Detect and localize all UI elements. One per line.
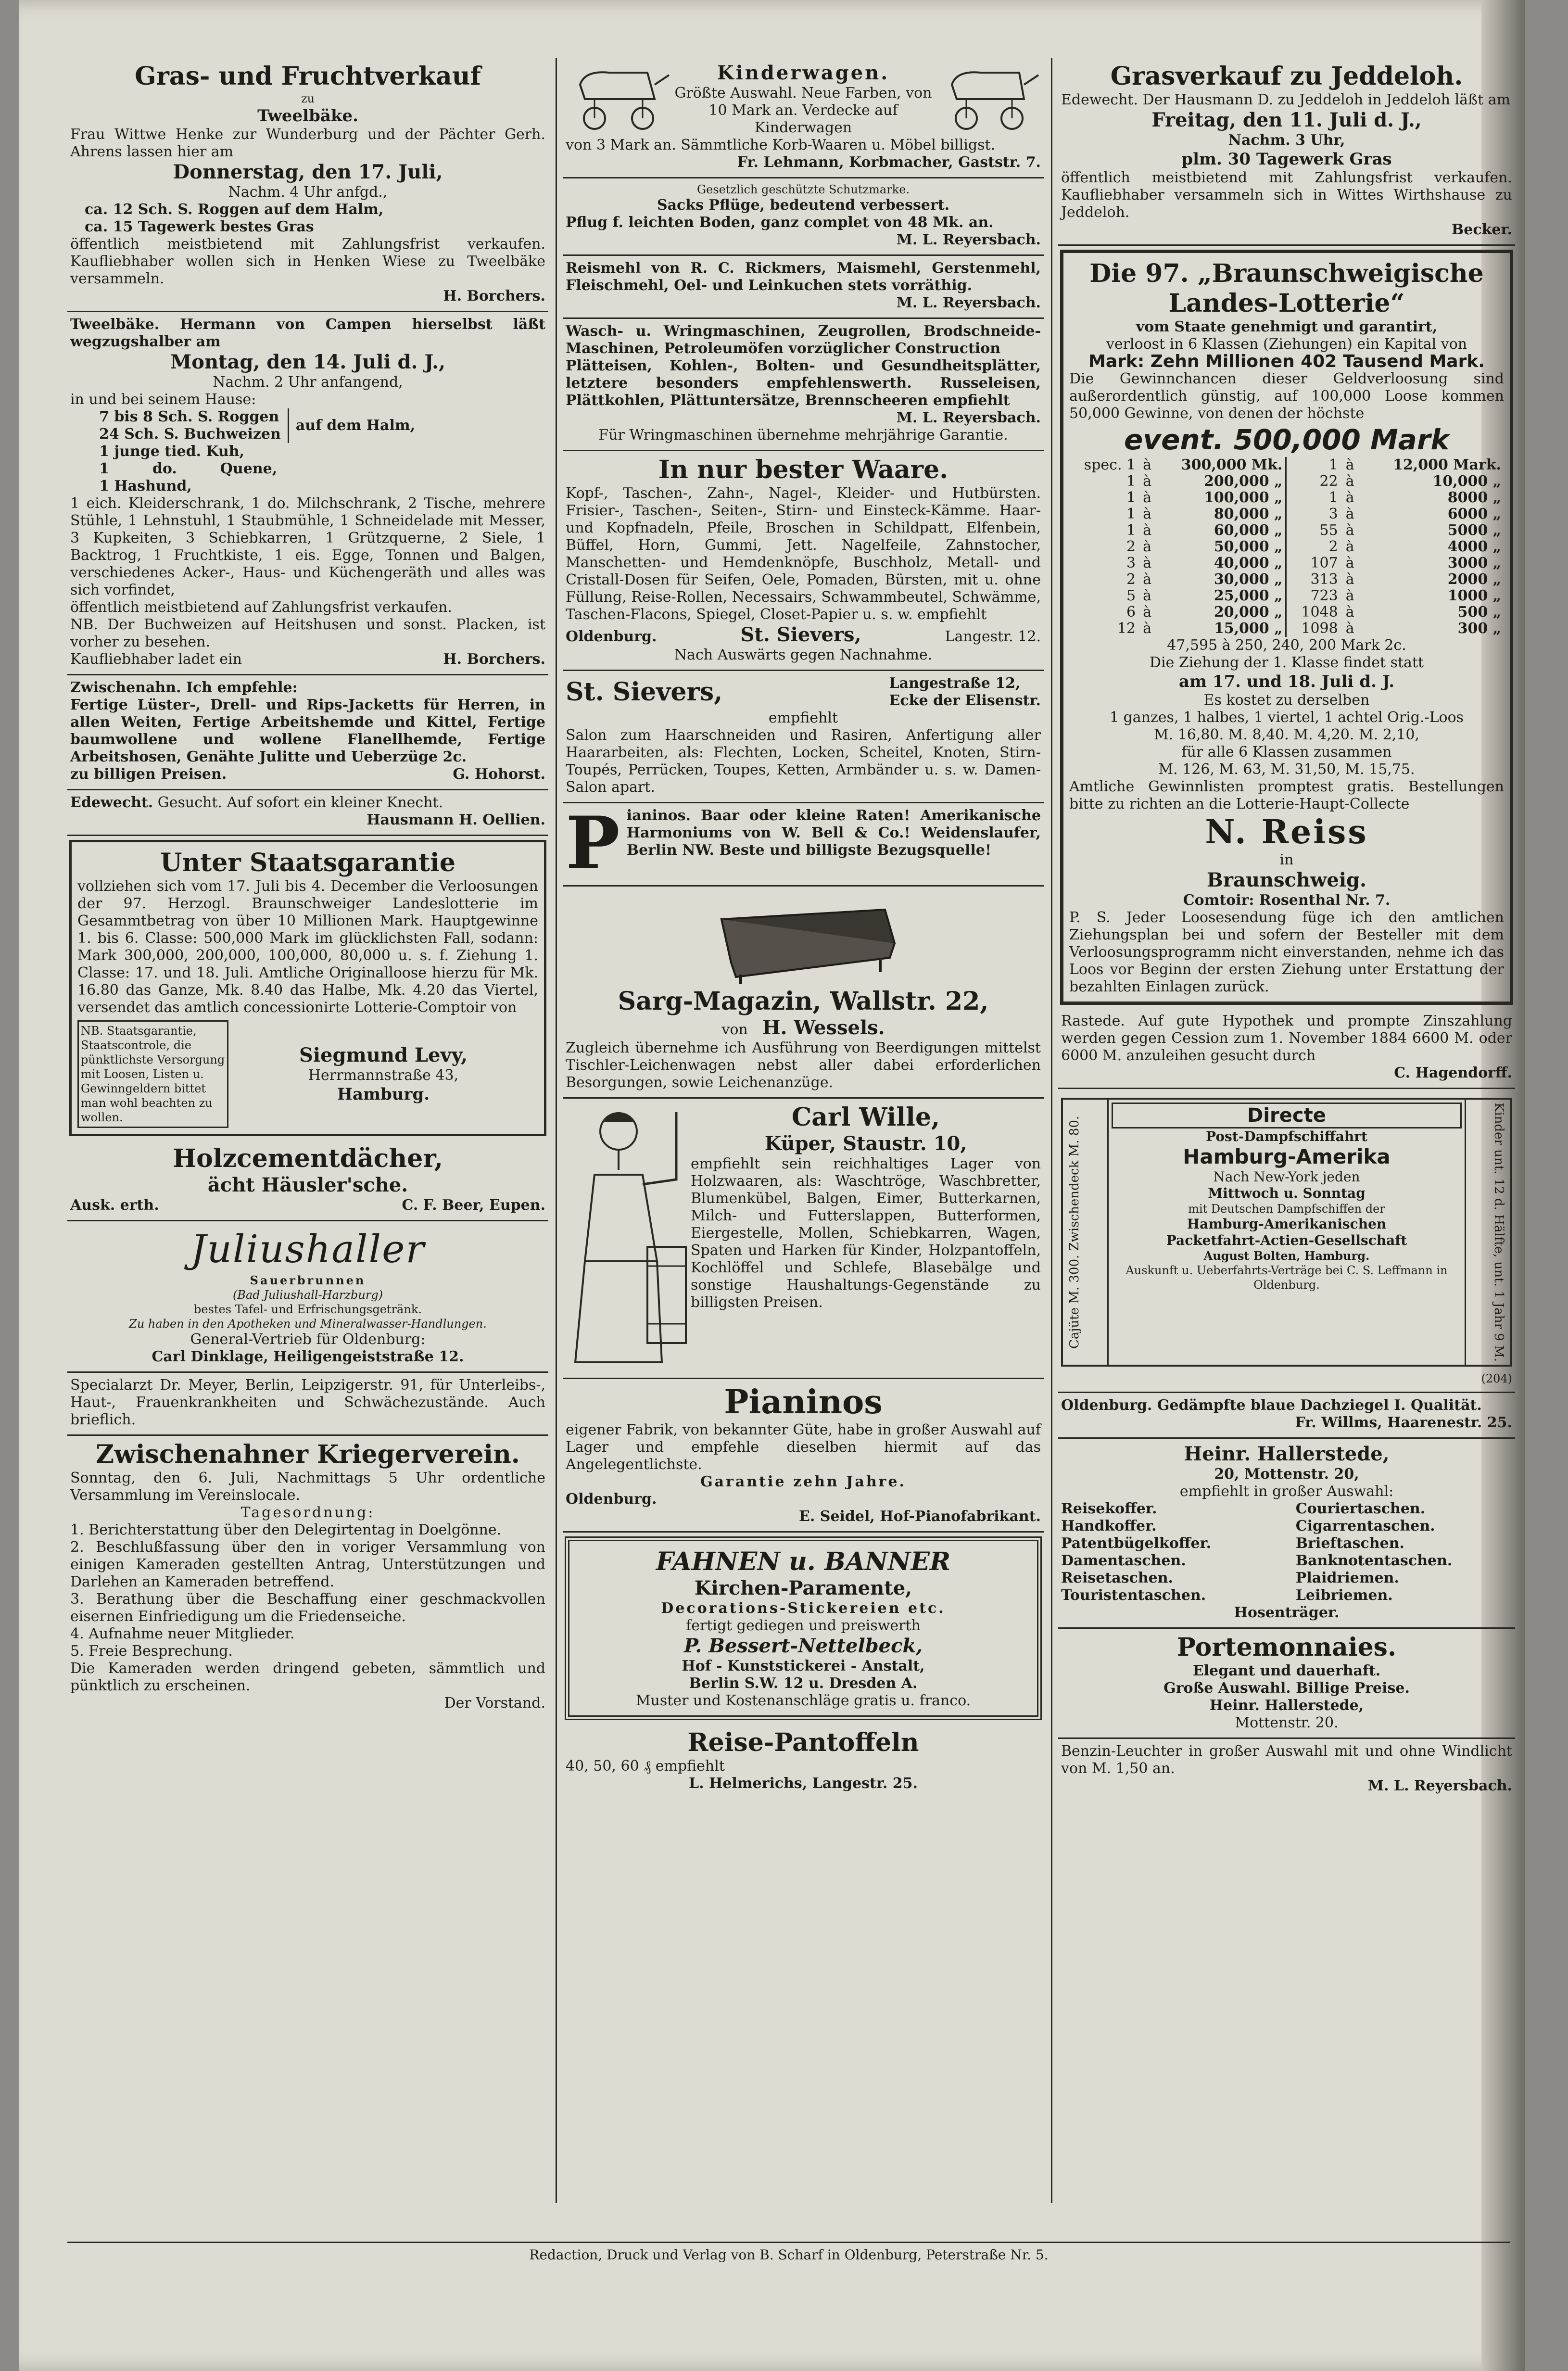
ad-hallerstede-koffer: Heinr. Hallerstede, 20, Mottenstr. 20, empfiehlt in großer Auswahl: Reisekoffer. Handkoffer. Patentbügelkoffer. Damentaschen. Reisetaschen. Touristentaschen. Couriertaschen. Cigarrentaschen. Brieftaschen. Banknotentaschen. Plaidriemen. Leibriemen. Hosenträger. [1058,1439,1515,1629]
product-item: Damentaschen. [1061,1552,1186,1570]
juliushaller-logo: Juliushaller [190,1227,425,1271]
ad-pianinos-seidel: Pianinos eigener Fabrik, von bekannter Güte, habe in großer Auswahl auf Lager und empfehle dieselben hiermit auf das Angelegentlichste. Garantie zehn Jahre. Oldenburg. E. Seidel, Hof-Pianofabrikant. [563,1379,1044,1533]
prize-row [1287,571,1504,588]
prize-cell: 107 [1310,555,1338,571]
prize-cell: 500 „ [1457,604,1501,621]
product-item: Reisetaschen. [1061,1570,1173,1587]
prize-row [1069,571,1286,588]
prize-row [1287,473,1504,490]
ad-carl-wille: Carl Wille, Küper, Staustr. 10, empfiehlt sein reichhaltiges Lager von Holzwaaren, als: Waschtröge, Waschbretter, Blumenkübel, Balgen, Eimer, Butterkarnen, Milch- und Futterslappen, Butterformen, Eiergestelle, Mollen, Schiebkarren, Wagen, Spaten und Harken für Kinder, Holzpantoffeln, Kochlöffel und Schlefe, Blasebälge und sonstige Haushaltungs-Gegenstände zu billigsten Preisen. [563,1099,1044,1379]
prize-cell: à [1143,489,1152,506]
column-middle [563,58,1044,2222]
ad-portemonnaies: Portemonnaies. Elegant und dauerhaft. Große Auswahl. Billige Preise. Heinr. Hallerstede, Mottenstr. 20. [1058,1629,1515,1739]
prize-cell: 4000 „ [1447,538,1501,555]
prize-row [1069,473,1286,490]
product-item: Patentbügelkoffer. [1061,1535,1212,1552]
ad-gras-fruchtverkauf: Gras- und Fruchtverkauf zu Tweelbäke. Frau Wittwe Henke zur Wunderburg und der Pächter Gerh. Ahrens lassen hier am Donnerstag, den 17. Juli, Nachm. 4 Uhr anfgd., ca. 12 Sch. S. Roggen auf dem Halm, ca. 15 Tagewerk bestes Gras öffentlich meistbietend mit Zahlungsfrist verkaufen. Kaufliebhaber wollen sich in Henken Wiese zu Tweelbäke versammeln. H. Borchers. [67,58,548,312]
prize-cell: 12,000 Mark. [1393,456,1501,473]
prize-cell: 723 [1310,587,1338,604]
prize-cell: 15,000 „ [1214,620,1283,637]
prize-cell: 60,000 „ [1214,522,1283,539]
prize-cell: à [1143,571,1152,588]
ad-holzcementdaecher: Holzcementdächer, ächt Häusler'sche. Ausk. erth. C. F. Beer, Eupen. [67,1140,548,1221]
prize-cell: à [1143,620,1152,637]
prize-cell: 2 [1126,571,1136,588]
ad-edewecht-knecht: Edewecht. Gesucht. Auf sofort ein kleiner Knecht. Hausmann H. Oellien. [67,790,548,836]
agenda-item: 1. Berichterstattung über den Delegirtentag in Doelgönne. [70,1521,502,1538]
prize-cell: à [1345,506,1354,522]
prize-row [1069,621,1286,637]
prize-cell: 25,000 „ [1214,587,1283,604]
prize-row [1287,522,1504,539]
prize-cell: 1 [1328,489,1338,506]
prize-row [1287,506,1504,522]
prize-row [1069,555,1286,571]
ad-kriegerverein: Zwischenahner Kriegerverein. Sonntag, den 6. Juli, Nachmittags 5 Uhr ordentliche Versammlung im Vereinslocale. Tagesordnung: 1. Berichterstattung über den Delegirtentag in Doelgönne. 2. Beschlußfassung über den in voriger Versammlung von einigen Kameraden gestellten Antrag, Unterstützungen und Darlehen an Kameraden betreffend. 3. Berathung über die Beschaffung einer geschmackvollen eisernen Einfriedigung um die Friedenseiche. 4. Aufnahme neuer Mitglieder. 5. Freie Besprechung. Die Kameraden werden dringend gebeten, sämmtlich und pünktlich zu erscheinen. Der Vorstand. [70,1440,545,1712]
prize-cell: à [1345,620,1354,637]
agenda-list [70,1521,545,1660]
product-item: Reisekoffer. [1061,1500,1157,1518]
coffin-icon [702,890,904,987]
prize-cell: à [1143,522,1152,539]
product-list [1296,1500,1512,1604]
prize-cell: 1098 [1301,620,1338,637]
ad-kinderwagen: Kinderwagen. Größte Auswahl. Neue Farben, von 10 Mark an. Verdecke auf Kinderwagen von 3 Mark an. Sämmtliche Korb-Waaren u. Möbel billigst. Fr. Lehmann, Korbmacher, Gaststr. 7. [563,58,1044,178]
prize-cell: 200,000 „ [1203,473,1283,490]
agenda-item: 2. Beschlußfassung über den in voriger Versammlung von einigen Kameraden gestellten Antrag, Unterstützungen und Darlehen an Kameraden betreffend. [70,1539,545,1590]
product-item: Plaidriemen. [1295,1570,1399,1587]
product-list [1061,1500,1277,1604]
prize-row [1287,539,1504,555]
prize-cell: 100,000 „ [1203,489,1283,506]
prize-cell: 22 [1319,473,1338,490]
ad-benzin-leuchter: Benzin-Leuchter in großer Auswahl mit und ohne Windlicht von M. 1,50 an. M. L. Reyersbach. [1061,1743,1512,1795]
prize-cell: à [1345,489,1354,506]
ad-reise-pantoffeln: Reise-Pantoffeln 40, 50, 60 ₰ empfiehlt L. Helmerichs, Langestr. 25. [566,1728,919,1792]
ad-reismehl: Reismehl von R. C. Rickmers, Maismehl, Gerstenmehl, Fleischmehl, Oel- und Leinkuchen stets vorräthig. M. L. Reyersbach. [563,256,1044,319]
prize-cell: 1048 [1301,604,1338,621]
prize-cell: 6000 „ [1447,506,1501,522]
ad-braunschweig-lotterie: Die 97. „Braunschweigische Landes-Lotterie“ vom Staate genehmigt und garantirt, verloost in 6 Klassen (Ziehungen) ein Kapital von Mark: Zehn Millionen 402 Tausend Mark. Die Gewinnchancen dieser Geldverloosung sind außerordentlich günstig, auf 100,000 Loose kommen 50,000 Gewinne, von denen der höchste event. 500,000 Mark spec. 1 à 300,000 Mk. 1 à 200,000 „ 1 à 100,000 „ 1 à 80,000 „ 1 à 60,000 „ 2 à 50,000 „ 3 à 40,000 „ 2 à 30,000 „ 5 à 25,000 „ 6 à 20,000 „ 12 à 15,000 „ 1 à 12,000 Mark. 22 à 10,000 „ 1 à 8000 „ 3 à 6000 „ 55 à 5000 „ 2 à 4000 „ 107 à 3000 „ 313 à 2000 „ 723 à 1000 „ 1048 à 500 „ 1098 à 300 „ 47,595 à 250, 240, 200 Mark 2c. Die Ziehung der 1. Klasse findet statt am 17. und 18. Juli d. J. Es kostet zu derselben 1 ganzes, 1 halbes, 1 viertel, 1 achtel Orig.-Loos M. 16,80. M. 8,40. M. 4,20. M. 2,10, für alle 6 Klassen zusammen M. 126, M. 63, M. 31,50, M. 15,75. Amtliche Gewinnlisten promptest gratis. Bestellungen bitte zu richten an die Lotterie-Haupt-Collecte N. Reiss in Braunschweig. Comtoir: Rosenthal Nr. 7. P. S. Jeder Loosesendung füge ich den amtlichen Ziehungsplan bei und sofern der Besteller mit dem Verloosungsprogramm nicht einverstanden, nehme ich das Loos vor Beginn der ersten Ziehung unter Erstattung der bezahlten Einlagen zurück. [1060,250,1513,1005]
ad-sacks-pfluege: Gesetzlich geschützte Schutzmarke. Sacks Pflüge, bedeutend verbessert. Pflug f. leichten Boden, ganz complet von 48 Mk. an. M. L. Reyersbach. [563,178,1044,256]
prize-cell: 5 [1126,587,1136,604]
prize-cell: à [1143,456,1152,473]
prize-cell: 313 [1310,571,1338,588]
ad-sarg-magazin: Sarg-Magazin, Wallstr. 22, von H. Wessels. Zugleich übernehme ich Ausführung von Beerdigungen mittelst Tischler-Leichenwagen nebst aller dabei erforderlichen Besorgungen, sowie Leichenanzüge. [563,887,1044,1099]
prize-cell: à [1345,604,1354,621]
woman-churning-butter-illustration [566,1103,691,1372]
prize-cell: 55 [1319,522,1338,539]
prize-cell: 1 [1126,473,1136,490]
prize-row [1287,604,1504,621]
newspaper-page [19,0,1525,2371]
prize-cell: à [1345,587,1354,604]
prize-cell: 300,000 Mk. [1181,456,1283,473]
ad-staatsgarantie: Unter Staatsgarantie vollziehen sich vom 17. Juli bis 4. December die Verloosungen der 97. Herzogl. Braunschweiger Landeslotterie im Gesammtbetrag von über 10 Millionen Mark. Hauptgewinne 1. bis 6. Classe: 500,000 Mark im glücklichsten Fall, sodann: Mark 300,000, 200,000, 100,000, 80,000 u. s. f. Ziehung 1. Classe: 17. und 18. Juli. Amtliche Originalloose hierzu für Mk. 16.80 das Ganze, Mk. 8.40 das Halbe, Mk. 4.20 das Viertel, versendet das amtlich concessionirte Lotterie-Comptoir von NB. Staatsgarantie, Staatscontrole, die pünktlichste Versorgung mit Loosen, Listen u. Gewinngeldern bittet man wohl beachten zu wollen. Siegmund Levy, Herrmannstraße 43, Hamburg. [69,840,546,1136]
prize-cell: 5000 „ [1447,522,1501,539]
prize-cell: 3 [1328,506,1338,522]
prize-cell: 30,000 „ [1214,571,1283,588]
prize-cell: 1 [1126,489,1136,506]
column-left [67,58,548,2222]
ad-pianinos-raten: P ianinos. Baar oder kleine Raten! Amerikanische Harmoniums von W. Bell & Co.! Weidenslaufer, Berlin NW. Beste und billigste Bezugsquelle! [563,803,1044,887]
product-item: Touristentaschen. [1061,1587,1206,1604]
prize-row [1287,588,1504,604]
product-item: Banknotentaschen. [1295,1552,1453,1570]
column-rule [1051,58,1052,2203]
prize-cell: 3 [1126,555,1136,571]
pram-icon [935,65,1041,133]
prize-cell: 40,000 „ [1214,555,1283,571]
product-item: Brieftaschen. [1295,1535,1404,1552]
prize-cell: 3000 „ [1447,555,1501,571]
prize-cell: 6 [1126,604,1136,621]
prize-row [1069,539,1286,555]
prize-cell: 2 [1126,538,1136,555]
prize-row [1069,604,1286,621]
prize-cell: 8000 „ [1447,489,1501,506]
prize-cell: à [1345,522,1354,539]
prize-row [1287,457,1504,473]
agenda-item: 4. Aufnahme neuer Mitglieder. [70,1625,295,1642]
prize-row [1069,490,1286,506]
column-right [1058,58,1515,2222]
ad-grasverkauf-jeddeloh: Grasverkauf zu Jeddeloh. Edewecht. Der Hausmann D. zu Jeddeloh in Jeddeloh läßt am Freitag, den 11. Juli d. J., Nachm. 3 Uhr, plm. 30 Tagewerk Gras öffentlich meistbietend mit Zahlungsfrist verkaufen. Kaufliebhaber versammeln sich in Wittes Wirthshause zu Jeddeloh. Becker. [1058,58,1515,246]
prize-cell: à [1345,555,1354,571]
prize-cell: à [1143,538,1152,555]
ad-beste-waare: In nur bester Waare. Kopf-, Taschen-, Zahn-, Nagel-, Kleider- und Hutbürsten. Frisier-, Taschen-, Seiten-, Stirn- und Einsteck-Kämme. Haar- und Kopfnadeln, Pfeile, Broschen in Schildpatt, Elfenbein, Büffel, Horn, Gummi, Jett. Nagelfeile, Zahnstocher, Manschetten- und Hemdenknöpfe, Buschholz, Metall- und Cristall-Dosen für Seifen, Oele, Pomaden, Bürsten, mit u. ohne Füllung, Reise-Rollen, Necessairs, Schwammbeutel, Schwämme, Taschen-Flacons, Spiegel, Closet-Papier u. s. w. empfiehlt Oldenburg. St. Sievers, Langestr. 12. Nach Auswärts gegen Nachnahme. [563,451,1044,671]
prize-cell: 80,000 „ [1214,506,1283,522]
ad-dachziegel: Oldenburg. Gedämpfte blaue Dachziegel I. Qualität. Fr. Willms, Haarenestr. 25. [1058,1393,1515,1439]
prize-cell: 1000 „ [1447,587,1501,604]
prize-cell: 2000 „ [1447,571,1501,588]
product-item: Leibriemen. [1295,1587,1393,1604]
prize-row [1287,490,1504,506]
prize-cell: à [1143,555,1152,571]
prize-cell: à [1143,604,1152,621]
prize-cell: 1 [1328,456,1338,473]
ad-hamburg-amerika: Cajüte M. 300. Zwischendeck M. 80. Directe Post-Dampfschiffahrt Hamburg-Amerika Nach New-York jeden Mittwoch u. Sonntag mit Deutschen Dampfschiffen der Hamburg-Amerikanischen Packetfahrt-Actien-Gesellschaft August Bolten, Hamburg. Auskunft u. Ueberfahrts-Verträge bei C. S. Leffmann in Oldenburg. Kinder unt. 12 d. Hälfte, unt. 1 Jahr 9 M. (204) [1058,1089,1515,1393]
prize-row [1069,588,1286,604]
prize-cell: spec. 1 [1084,456,1136,473]
prize-row [1069,506,1286,522]
prize-cell: à [1143,473,1152,490]
prize-cell: 300 „ [1457,620,1501,637]
imprint-footer: Redaction, Druck und Verlag von B. Scharf in Oldenburg, Peterstraße Nr. 5. [67,2242,1510,2263]
prize-row [1287,555,1504,571]
ad-zwischenahn-clothing: Zwischenahn. Ich empfehle: Fertige Lüster-, Drell- und Rips-Jacketts für Herren, in allen Weiten, Fertige Arbeitshemde und Kittel, Fertige baumwollene und wollene Flanellhemde, Fertige Arbeitshosen, Genähte Julitte und Ueberzüge 2c. zu billigen Preisen. G. Hohorst. [67,675,548,790]
prize-cell: 10,000 „ [1432,473,1501,490]
prize-cell: à [1345,538,1354,555]
ad-campen-auction: Tweelbäke. Hermann von Campen hierselbst läßt wegzugshalber am Montag, den 14. Juli d. J., Nachm. 2 Uhr anfangend, in und bei seinem Hause: 7 bis 8 Sch. S. Roggen 24 Sch. S. Buchweizen auf dem Halm, 1 junge tied. Kuh, 1 do. Quene, 1 Hashund, 1 eich. Kleiderschrank, 1 do. Milchschrank, 2 Tische, mehrere Stühle, 1 Lehnstuhl, 1 Staubmühle, 1 Schneidelade mit Messer, 3 Kupkeiten, 3 Schiebkarren, 1 Grützquerne, 2 Siele, 1 Backtrog, 1 Fruchtkiste, 1 eis. Egge, Tonnen und Balgen, verschiedenes Acker-, Haus- und Küchengeräth und alles was sich vorfindet, öffentlich meistbietend auf Zahlungsfrist verkaufen. NB. Der Buchweizen auf Heitshusen und sonst. Placken, ist vorher zu besehen. Kaufliebhaber ladet ein H. Borchers. [67,312,548,675]
prize-row [1069,457,1286,473]
ad-fahnen-banner: FAHNEN u. BANNER Kirchen-Paramente, Decorations-Stickereien etc. fertigt gediegen und preiswerth P. Bessert-Nettelbeck, Hof - Kunststickerei - Anstalt, Berlin S.W. 12 u. Dresden A. Muster und Kostenanschläge gratis u. franco. [565,1536,1042,1720]
product-item: Handkoffer. [1061,1518,1157,1535]
ad-juliushaller: Juliushaller Sauerbrunnen (Bad Juliushall-Harzburg) bestes Tafel- und Erfrischungsgetränk. Zu haben in den Apotheken und Mineralwasser-Handlungen. General-Vertrieb für Oldenburg: Carl Dinklage, Heiligengeiststraße 12. [67,1221,548,1373]
agenda-item: 3. Berathung über die Beschaffung einer geschmackvollen eisernen Einfriedigung um die Friedenseiche. [70,1591,545,1625]
prize-cell: 12 [1117,620,1136,637]
ad-sievers-salon: St. Sievers, Langestraße 12, Ecke der Elisenstr. empfiehlt Salon zum Haarschneiden und Rasiren, Anfertigung aller Haararbeiten, als: Flechten, Locken, Scheitel, Knoten, Stirn-Toupés, Perrücken, Toupes, Ketten, Armbänder u. s. w. Damen-Salon apart. [563,671,1044,803]
product-item: Couriertaschen. [1295,1500,1426,1518]
agenda-item: 5. Freie Besprechung. [70,1643,233,1660]
ad-title: Gras- und Fruchtverkauf [135,62,481,91]
ad-waschmaschinen: Wasch- u. Wringmaschinen, Zeugrollen, Brodschneide-Maschinen, Petroleumöfen vorzüglicher Construction Plätteisen, Kohlen-, Bolten- und Gesundheitsplätter, letztere besonders empfehlenswerth. Russeleisen, Plättkohlen, Plättuntersätze, Brennscheeren empfiehlt M. L. Reyersbach. Für Wringmaschinen übernehme mehrjährige Garantie. [563,319,1044,451]
prize-cell: 50,000 „ [1214,538,1283,555]
column-rule [556,58,557,2203]
ad-dr-meyer: Specialarzt Dr. Meyer, Berlin, Leipzigerstr. 91, für Unterleibs-, Haut-, Frauenkrankheiten und Schwächezustände. Auch brieflich. [67,1373,548,1436]
prize-row [1069,522,1286,539]
prize-cell: 2 [1328,538,1338,555]
prize-row [1287,621,1504,637]
prize-cell: 1 [1126,522,1136,539]
prize-table [1069,457,1504,637]
prize-cell: à [1345,571,1354,588]
ad-rastede-hypothek: Rastede. Auf gute Hypothek und prompte Zinszahlung werden gegen Cession zum 1. November 1884 6600 M. oder 6000 M. anzuleihen gesucht durch C. Hagendorff. [1058,1009,1515,1089]
prize-cell: 1 [1126,506,1136,522]
prize-cell: à [1143,587,1152,604]
pram-icon [566,65,671,133]
prize-cell: 20,000 „ [1214,604,1283,621]
product-item: Cigarrentaschen. [1295,1518,1435,1535]
prize-cell: à [1345,456,1354,473]
prize-cell: à [1345,473,1354,490]
prize-cell: à [1143,506,1152,522]
